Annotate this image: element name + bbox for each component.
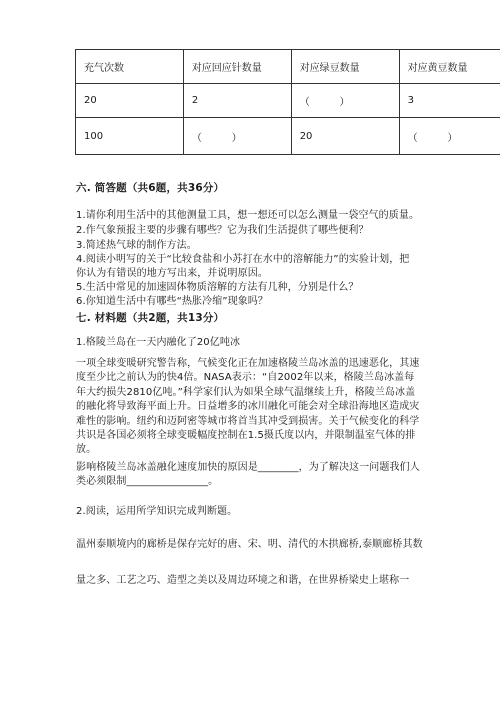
table-header-row [76, 50, 500, 84]
material-text-line: 温州泰顺境内的廊桥是保存完好的唐、宋、明、清代的木拱廊桥,泰顺廊桥其数 [76, 539, 423, 550]
material-paragraph: 一项全球变暖研究警告称，气候变化正在加速格陵兰岛冰盖的迅速恶化，其速度至少比之前认为的快4倍。NASA表示：“自2002年以来，格陵兰岛冰盖每年大约损失2810亿吨。”科学家们认为如果全球气温继续上升，格陵兰岛冰盖的融化将导致海平面上升。日益增多的冰川融化可能会对全球沿海地区造成灾难性的影响。纽约和迈阿密等城市将首当其冲受到损害。关于气候变化的科学共识是各国必须将全球变暖幅度控制在1.5摄氏度以内，并限制温室气体的排放。 [76, 358, 420, 456]
section-title-material: 七. 材料题（共2题，共13分） [76, 312, 225, 324]
table-cell-blank[interactable]: （ ） [399, 118, 500, 155]
table-cell: 对应回应针数量 [183, 50, 291, 84]
table-cell: 对应绿豆数量 [291, 50, 399, 84]
question-item: 6.你知道生活中有哪些“热胀冷缩”现象吗？ [76, 296, 269, 307]
table-cell: 20 [291, 118, 399, 155]
data-table [75, 49, 500, 155]
table-cell-blank[interactable]: （ ） [291, 84, 399, 118]
question-item: 4.阅读小明写的关于“比较食盐和小苏打在水中的溶解能力”的实验计划，把 [76, 254, 410, 265]
question-item-continued: 你认为有错误的地方写出来，并说明原因。 [76, 268, 268, 279]
table-cell: 对应黄豆数量 [399, 50, 500, 84]
table-cell: 100 [76, 118, 184, 155]
material-fill-question: 影响格陵兰岛冰盖融化速度加快的原因是________，为了解决这一问题我们人类必须限制________________。 [76, 462, 420, 488]
question-item: 3.简述热气球的制作方法。 [76, 240, 197, 251]
table-cell: 充气次数 [76, 50, 184, 84]
material-text-line: 量之多、工艺之巧、造型之美以及周边环境之和谐，在世界桥梁史上堪称一 [76, 575, 410, 586]
table-cell-blank[interactable]: （ ） [183, 118, 291, 155]
question-item: 1.请你利用生活中的其他测量工具，想一想还可以怎么测量一袋空气的质量。 [76, 210, 420, 221]
table-row [76, 84, 500, 118]
section-title-short-answer: 六. 简答题（共6题，共36分） [76, 182, 225, 194]
table-cell: 3 [399, 84, 500, 118]
table-row [76, 118, 500, 155]
table-cell: 2 [183, 84, 291, 118]
question-item: 5.生活中常见的加速固体物质溶解的方法有几种，分别是什么？ [76, 282, 359, 293]
question-item: 2.作气象预报主要的步骤有哪些？它为我们生活提供了哪些便利？ [76, 225, 369, 236]
table-cell: 20 [76, 84, 184, 118]
material-question-title: 2.阅读，运用所学知识完成判断题。 [76, 506, 238, 517]
material-question-title: 1.格陵兰岛在一天内融化了20亿吨冰 [76, 337, 241, 348]
